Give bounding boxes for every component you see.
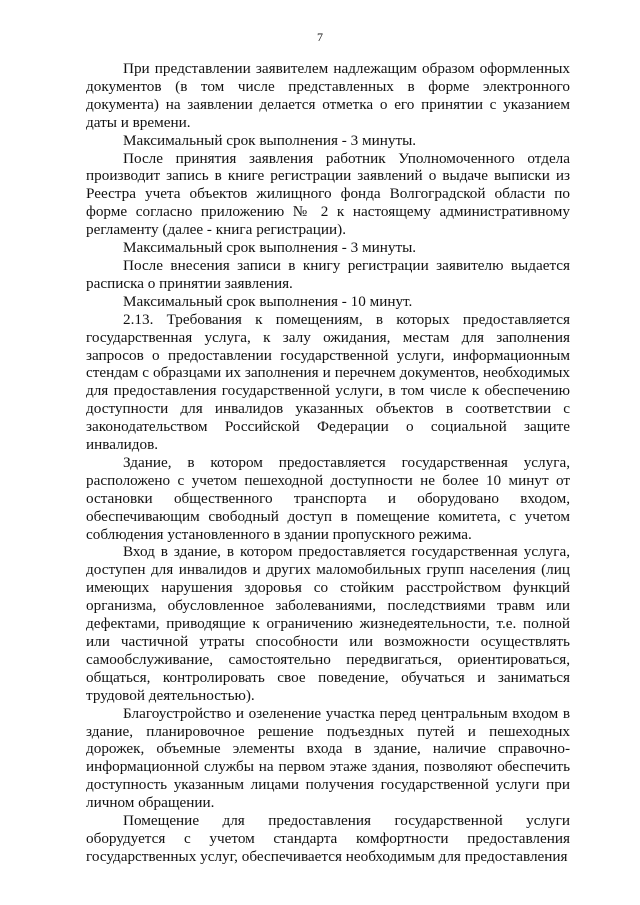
paragraph-max-time-1: Максимальный срок выполнения - 3 минуты. xyxy=(123,131,417,149)
paragraph-receipt: После внесения записи в книгу регистрации заявителю выдается расписка о принятии заявления. xyxy=(86,256,570,292)
document-body xyxy=(86,60,570,866)
paragraph-premises-requirements: 2.13. Требования к помещениям, в которых предоставляется государственная услуга, к залу ожидания, местам для заполнения запросов о предоставлении государственной услуги, информационным стендам с образцами их заполнения и перечнем документов, необходимых для предоставления государственной услуги, в том числе к обеспечению доступности для инвалидов указанных объектов в соответствии с законодательством Российской Федерации о социальной защите инвалидов. xyxy=(86,310,570,454)
page-number: 7 xyxy=(317,30,323,44)
paragraph-max-time-3: Максимальный срок выполнения - 10 минут. xyxy=(123,292,413,310)
paragraph-premises-equipment: Помещение для предоставления государственной услуги оборудуется с учетом стандарта комфортности предоставления государственных услуг, обеспечивается необходимым для предоставления xyxy=(86,812,570,865)
paragraph-building-entrance: Вход в здание, в котором предоставляется государственная услуга, доступен для инвалидов и других маломобильных групп населения (лиц имеющих нарушения здоровья со стойким расстройством функций организма, обусловленное заболеваниями, последствиями травм или дефектами, приводящие к ограничению жизнедеятельности, т.е. полной или частичной утраты способности или возможности осуществлять самообслуживание, самостоятельно передвигаться, ориентироваться, общаться, контролировать свое поведение, обучаться и заниматься трудовой деятельностью). xyxy=(86,543,570,704)
paragraph-registration-entry: После принятия заявления работник Уполномоченного отдела производит запись в книге регистрации заявлений о выдаче выписки из Реестра учета объектов жилищного фонда Волгоградской области по форме согласно приложению № 2 к настоящему административному регламенту (далее - книга регистрации). xyxy=(86,149,570,239)
paragraph-documents-acceptance: При представлении заявителем надлежащим образом оформленных документов (в том числе представленных в форме электронного документа) на заявлении делается отметка о его принятии с указанием даты и времени. xyxy=(86,60,570,131)
paragraph-building-location: Здание, в котором предоставляется государственная услуга, расположено с учетом пешеходной доступности не более 10 минут от остановки общественного транспорта и оборудовано входом, обеспечивающим свободный доступ в помещение комитета, с учетом соблюдения установленного в здании пропускного режима. xyxy=(86,453,570,543)
paragraph-max-time-2: Максимальный срок выполнения - 3 минуты. xyxy=(123,239,417,257)
paragraph-landscaping: Благоустройство и озеленение участка перед центральным входом в здание, планировочное решение подъездных путей и пешеходных дорожек, объемные элементы входа в здание, наличие справочно-информационной службы на первом этаже здания, позволяют обеспечить доступность указанным лицами получения государственной услуги при личном обращении. xyxy=(86,704,570,812)
